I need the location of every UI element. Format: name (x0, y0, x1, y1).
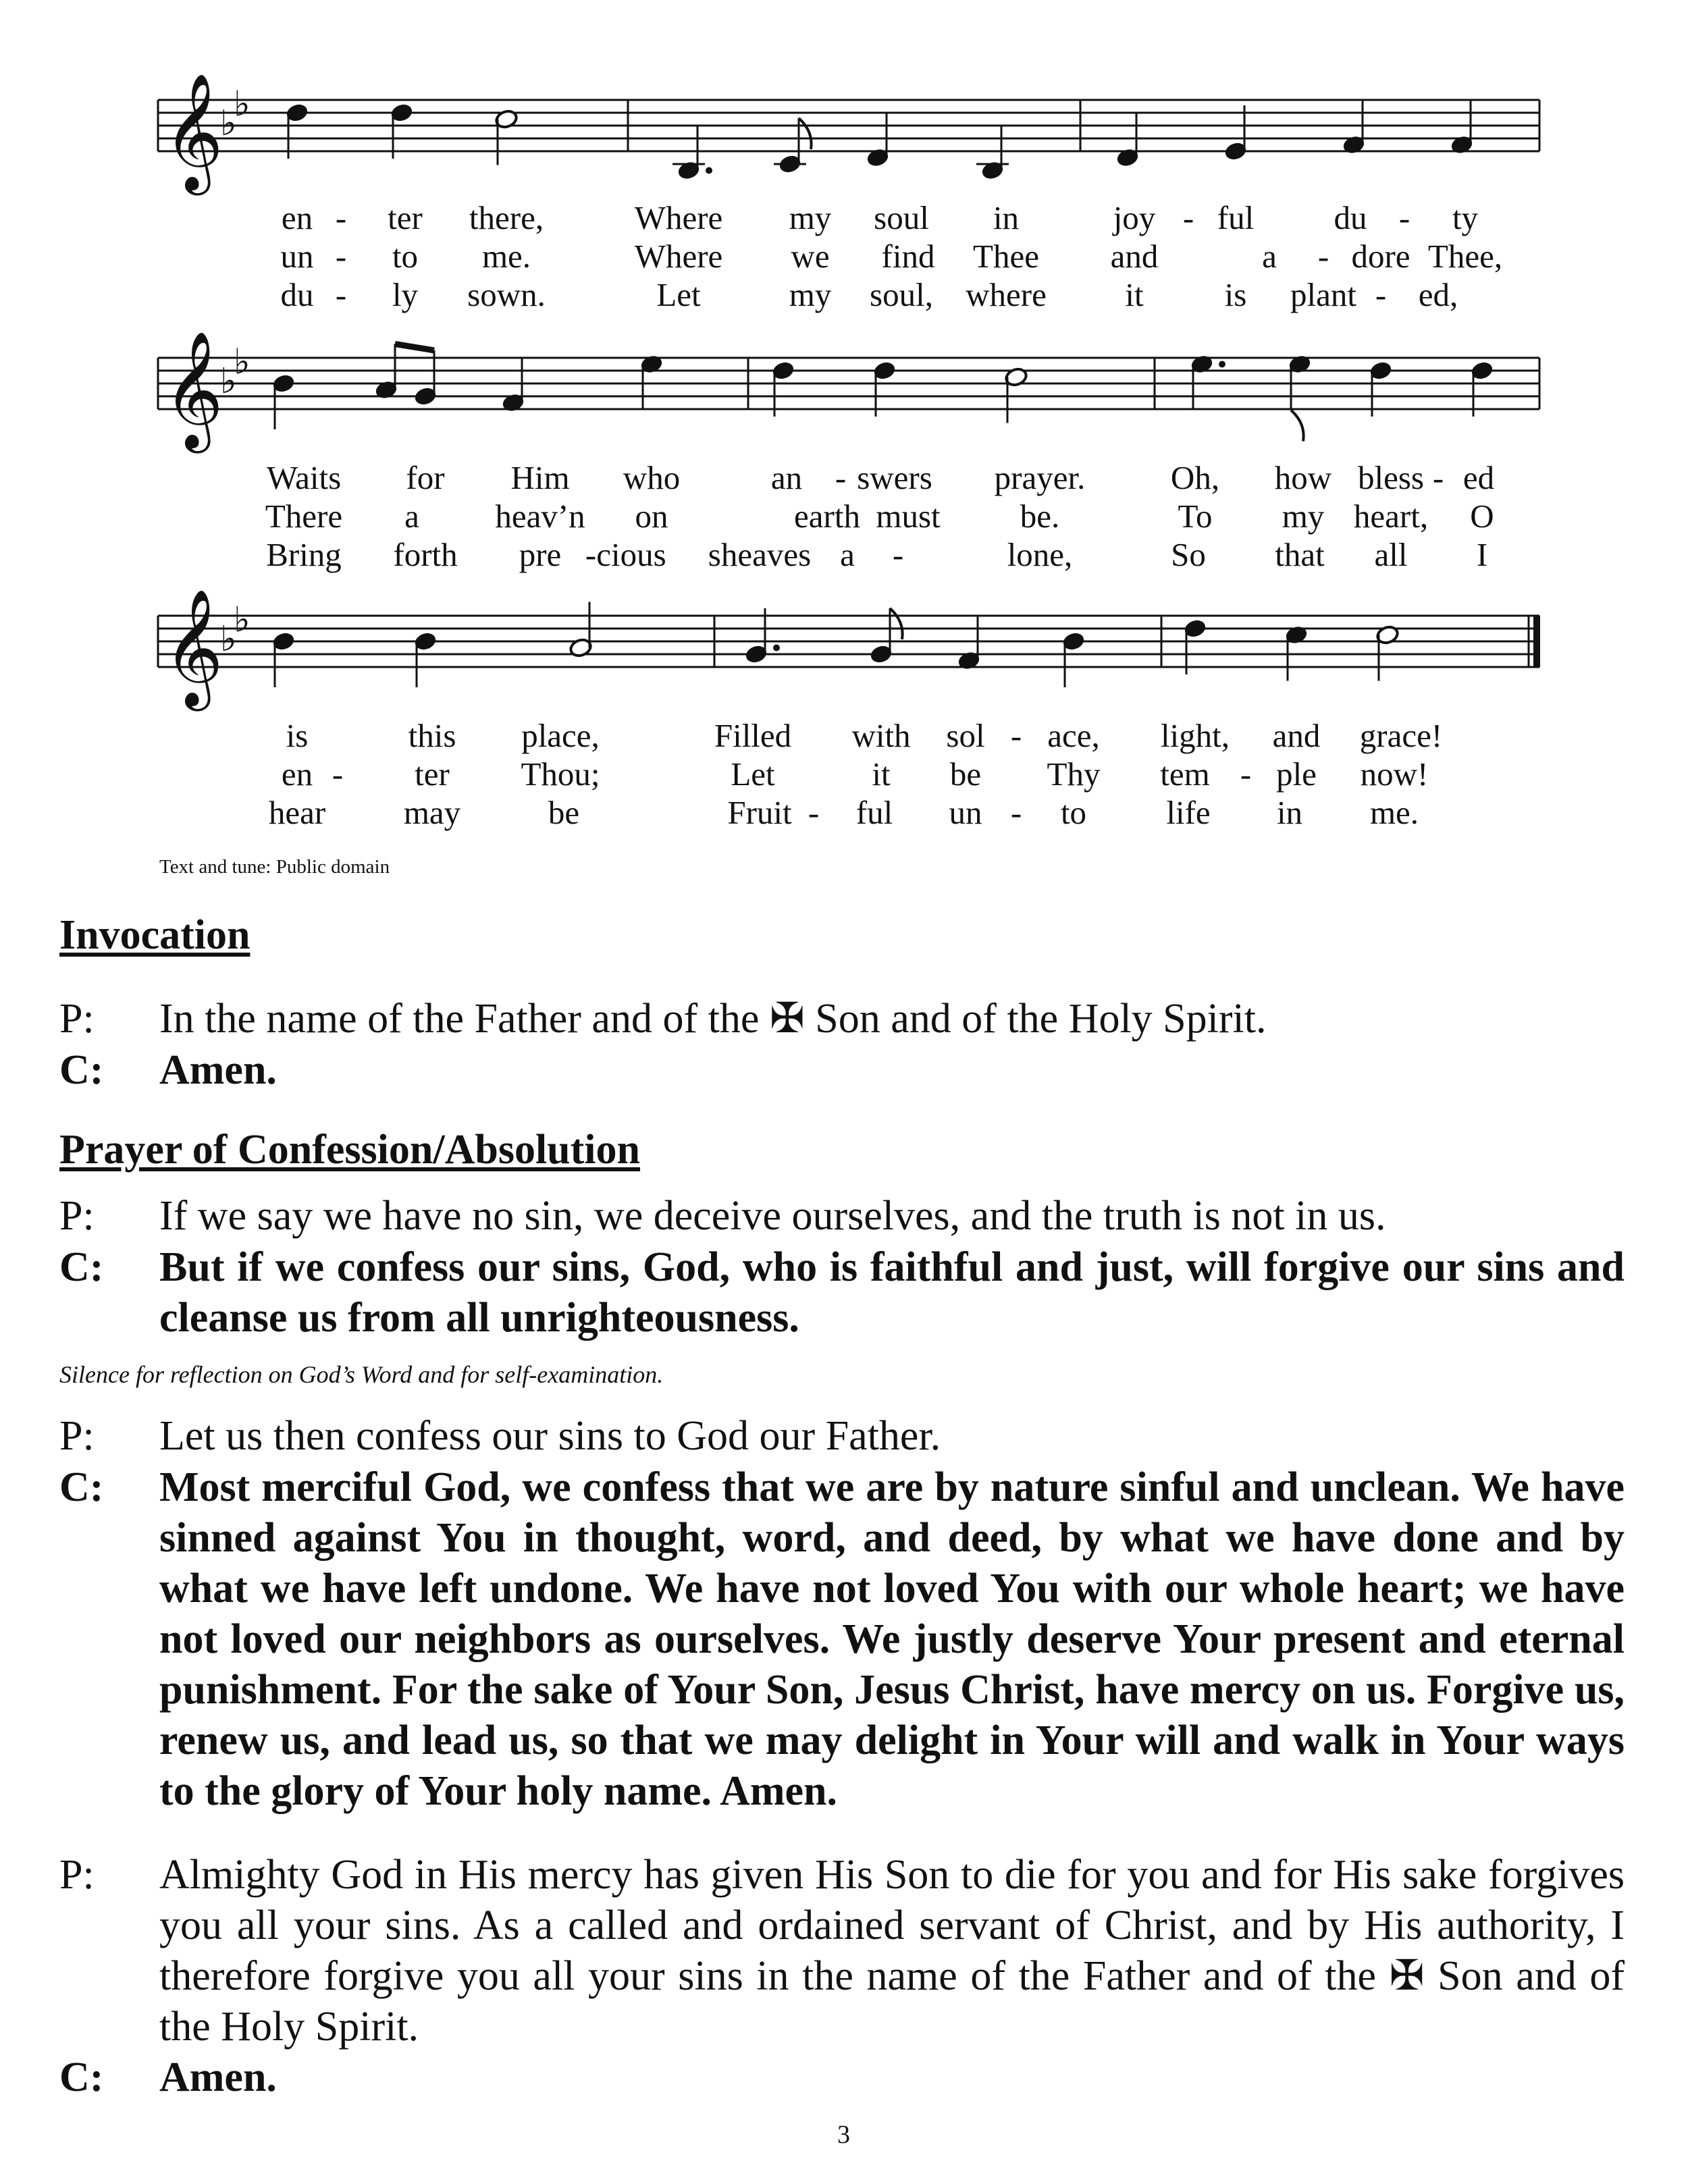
lyric-syllable: - (1010, 717, 1022, 754)
lyric-syllable: - (332, 755, 344, 793)
lyric-syllable: soul, (870, 276, 933, 313)
lyric-syllable: - (1432, 459, 1444, 496)
lyric-syllable: un (280, 238, 314, 275)
speaker-label: C: (59, 2054, 104, 2100)
lyric-syllable: my (789, 276, 832, 313)
lyric-syllable: be (548, 794, 580, 831)
lyric-syllable: Him (510, 459, 570, 496)
lyric-syllable: sown. (467, 276, 546, 313)
flat-icon: ♭ (234, 84, 250, 125)
lyric-syllable: and (1110, 238, 1159, 275)
lyric-syllable: - (892, 536, 904, 573)
lyric-syllable: my (789, 199, 832, 236)
speaker-label: P: (59, 1852, 95, 1898)
note-flag (799, 118, 812, 149)
lyric-syllable: Thy (1047, 755, 1101, 793)
dot (706, 167, 712, 174)
lyric-syllable: is (286, 717, 309, 754)
music-staves (0, 0, 1688, 891)
lyric-syllable: bless (1358, 459, 1424, 496)
lyric-syllable: be. (1020, 498, 1060, 535)
lyric-syllable: heav’n (495, 498, 585, 535)
hymn-score (0, 0, 1688, 891)
lyric-syllable: that (1275, 536, 1325, 573)
lyric-syllable: sol (946, 717, 985, 754)
rubric-silence: Silence for reflection on God’s Word and for self-examination. (59, 1361, 664, 1388)
dot (773, 645, 780, 651)
note-flag (1291, 410, 1304, 442)
lyric-syllable: heart, (1353, 498, 1429, 535)
lyric-syllable: Let (731, 755, 775, 793)
lyric-syllable: - (585, 536, 597, 573)
lyric-syllable: it (1125, 276, 1144, 313)
lyric-syllable: ter (388, 199, 423, 236)
lyric-syllable: now! (1360, 755, 1429, 793)
lyric-syllable: soul (874, 199, 929, 236)
lyric-syllable: ed, (1418, 276, 1458, 313)
lyric-syllable: - (1240, 755, 1252, 793)
lyric-syllable: tem (1160, 755, 1210, 793)
lyric-syllable: ful (855, 794, 893, 831)
lyric-syllable: prayer. (994, 459, 1086, 496)
lyric-syllable: is (1224, 276, 1247, 313)
lyric-syllable: plant (1290, 276, 1356, 313)
lyric-syllable: there, (469, 199, 544, 236)
lyric-syllable: - (1375, 276, 1387, 313)
lyric-syllable: O (1470, 498, 1494, 535)
note-beam (395, 344, 434, 351)
lyric-syllable: be (949, 755, 982, 793)
treble-clef-icon: 𝄞 (163, 589, 223, 706)
lyric-syllable: Oh, (1170, 459, 1220, 496)
confession-prayer: Most merciful God, we confess that we are by nature sinful and unclean. We have sinned against You in thought, word, and deed, by what we have done and by what we have left undone. We have not loved You with our whole heart; we have not loved our neighbors as ourselves. We justly deserve Your present and eternal punishment. For the sake of Your Son, Jesus Christ, have mercy on us. Forgive us, renew us, and lead us, so that we may delight in Your will and walk in Your ways to the glory of Your holy name. Amen. (159, 1464, 1625, 1814)
lyric-syllable: du (280, 276, 314, 313)
lyric-syllable: earth (794, 498, 860, 535)
lyric-syllable: to (392, 238, 419, 275)
invocation-heading: Invocation (59, 912, 250, 958)
lyric-syllable: we (791, 238, 830, 275)
speaker-label: P: (59, 1193, 95, 1239)
lyric-syllable: un (949, 794, 982, 831)
lyric-syllable: grace! (1359, 717, 1443, 754)
speaker-label: C: (59, 1244, 104, 1290)
lyric-syllable: ly (392, 276, 419, 313)
lyric-syllable: in (993, 199, 1020, 236)
lyric-syllable: ty (1452, 199, 1479, 236)
lyric-syllable: to (1060, 794, 1087, 831)
lyric-syllable: for (406, 459, 445, 496)
absolution-response: Amen. (159, 2054, 277, 2100)
absolution-text: Almighty God in His mercy has given His Son to die for you and for His sake forgives you all your sins. As a called and ordained servant of Christ, and by His authority, I therefore forgive you all your sins in the name of the Father and of the ✠ Son and of the Holy Spirit. (159, 1852, 1625, 2050)
lyric-syllable: - (1317, 238, 1329, 275)
lyric-syllable: how (1274, 459, 1332, 496)
speaker-label: P: (59, 996, 95, 1042)
lyric-syllable: ful (1217, 199, 1255, 236)
lyric-syllable: There (265, 498, 343, 535)
lyric-syllable: - (1010, 794, 1022, 831)
lyric-syllable: swers (857, 459, 932, 496)
lyric-syllable: ace, (1047, 717, 1100, 754)
lyric-syllable: ter (415, 755, 450, 793)
lyric-syllable: a (1262, 238, 1277, 275)
speaker-label: P: (59, 1413, 95, 1459)
lyric-syllable: me. (481, 238, 531, 275)
lyric-syllable: who (623, 459, 681, 496)
confession-heading: Prayer of Confession/Absolution (59, 1127, 641, 1173)
lyric-syllable: pre (519, 536, 562, 573)
lyric-syllable: ed (1462, 459, 1495, 496)
lyric-syllable: life (1166, 794, 1211, 831)
lyric-syllable: may (403, 794, 461, 831)
lyric-syllable: - (808, 794, 820, 831)
page-number: 3 (837, 2121, 850, 2149)
lyric-syllable: Thee, (1427, 238, 1503, 275)
lyric-syllable: hear (268, 794, 326, 831)
lyric-syllable: To (1178, 498, 1213, 535)
flat-icon: ♭ (220, 619, 237, 660)
treble-clef-icon: 𝄞 (163, 73, 223, 190)
confession-invitation: Let us then confess our sins to God our Father. (159, 1413, 941, 1459)
lyric-syllable: - (1398, 199, 1410, 236)
lyric-syllable: Let (656, 276, 701, 313)
lyric-syllable: must (876, 498, 941, 535)
lyric-syllable: light, (1160, 717, 1230, 754)
lyric-syllable: a (840, 536, 855, 573)
lyric-syllable: en (281, 755, 313, 793)
lyric-syllable: forth (393, 536, 458, 573)
lyric-syllable: - (835, 459, 847, 496)
lyric-syllable: - (1182, 199, 1194, 236)
dot (1219, 361, 1225, 368)
lyric-syllable: find (881, 238, 935, 275)
lyric-syllable: cious (596, 536, 666, 573)
confession-response: But if we confess our sins, God, who is faithful and just, will forgive our sins and cleanse us from all unrighteousness. (159, 1244, 1625, 1341)
lyric-syllable: on (635, 498, 668, 535)
lyric-syllable: en (281, 199, 313, 236)
lyric-syllable: lone, (1007, 536, 1073, 573)
flat-icon: ♭ (220, 103, 237, 144)
lyric-syllable: Fruit (727, 794, 792, 831)
flat-icon: ♭ (234, 342, 250, 383)
lyric-syllable: and (1272, 717, 1321, 754)
flat-icon: ♭ (234, 600, 250, 641)
lyric-syllable: in (1276, 794, 1303, 831)
lyric-syllable: - (335, 276, 347, 313)
lyric-syllable: sheaves (708, 536, 812, 573)
lyric-syllable: Where (634, 238, 723, 275)
lyric-syllable: Thou; (521, 755, 600, 793)
lyric-syllable: all (1374, 536, 1408, 573)
lyric-syllable: my (1282, 498, 1325, 535)
speaker-label: C: (59, 1464, 104, 1510)
lyric-syllable: Bring (266, 536, 342, 573)
flat-icon: ♭ (220, 361, 237, 402)
speaker-label: C: (59, 1047, 104, 1093)
lyric-syllable: So (1171, 536, 1206, 573)
lyric-syllable: place, (521, 717, 600, 754)
lyric-syllable: Filled (714, 717, 792, 754)
lyric-syllable: ple (1276, 755, 1317, 793)
note-flag (890, 608, 903, 639)
lyric-syllable: - (335, 199, 347, 236)
hymn-credit: Text and tune: Public domain (159, 856, 390, 878)
lyric-syllable: Waits (266, 459, 342, 496)
lyric-syllable: this (408, 717, 456, 754)
treble-clef-icon: 𝄞 (163, 331, 223, 448)
lyric-syllable: an (770, 459, 803, 496)
lyric-syllable: a (404, 498, 419, 535)
lyric-syllable: Thee (973, 238, 1039, 275)
lyric-syllable: with (851, 717, 911, 754)
lyric-syllable: du (1334, 199, 1367, 236)
invocation-text: In the name of the Father and of the ✠ Son and of the Holy Spirit. (159, 996, 1267, 1042)
lyric-syllable: dore (1351, 238, 1410, 275)
lyric-syllable: me. (1369, 794, 1419, 831)
lyric-syllable: I (1476, 536, 1488, 573)
final-barline-thick (1533, 616, 1540, 667)
lyric-syllable: Where (634, 199, 723, 236)
lyric-syllable: it (872, 755, 891, 793)
lyric-syllable: where (966, 276, 1047, 313)
confession-text: If we say we have no sin, we deceive ourselves, and the truth is not in us. (159, 1193, 1386, 1239)
invocation-response: Amen. (159, 1047, 277, 1093)
lyric-syllable: - (335, 238, 347, 275)
lyric-syllable: joy (1113, 199, 1156, 236)
